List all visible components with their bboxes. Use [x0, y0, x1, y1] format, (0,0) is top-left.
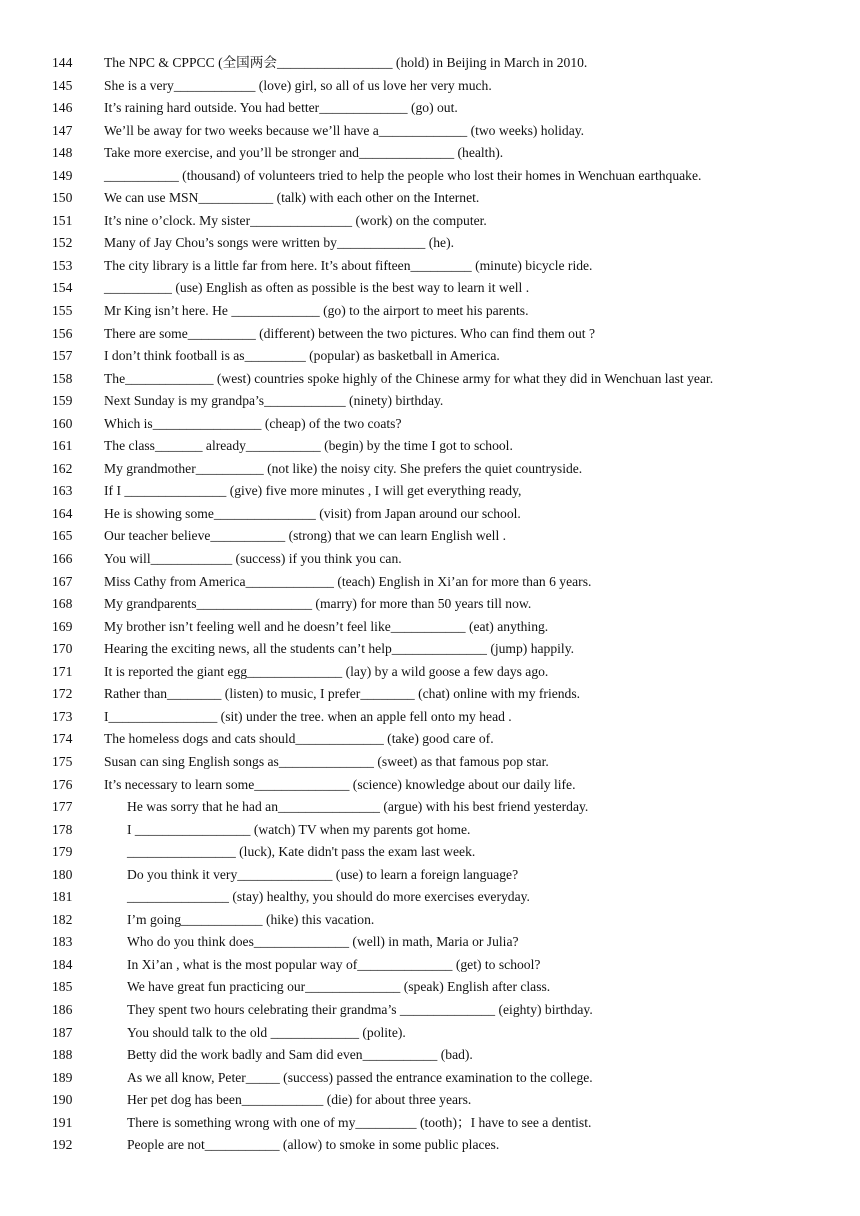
- exercise-item: [0, 976, 860, 999]
- item-number: 144: [52, 55, 73, 70]
- item-sentence: Miss Cathy from America_____________ (teach) English in Xi’an for more than 6 years.: [104, 573, 592, 589]
- exercise-item: [0, 1089, 860, 1112]
- item-number: 185: [52, 979, 73, 995]
- exercise-item: [0, 525, 860, 548]
- item-number: 186: [52, 1001, 73, 1017]
- item-number: 148: [52, 145, 73, 161]
- exercise-item: [0, 458, 860, 481]
- item-number: 159: [52, 393, 73, 409]
- exercise-item: [0, 187, 860, 210]
- item-sentence: The_____________ (west) countries spoke highly of the Chinese army for what they did in Wenchuan last year.: [104, 370, 714, 386]
- item-number: 178: [52, 821, 73, 837]
- exercise-item: [0, 909, 860, 932]
- exercise-item: [0, 97, 860, 120]
- item-sentence: You should talk to the old _____________ (polite).: [127, 1024, 406, 1040]
- exercise-item: [0, 232, 860, 255]
- item-number: 168: [52, 596, 73, 612]
- item-number: 170: [52, 641, 73, 657]
- exercise-item: [0, 323, 860, 346]
- item-sentence: The NPC & CPPCC (全国两会_________________ (hold) in Beijing in March in 2010.: [104, 55, 588, 70]
- item-number: 153: [52, 257, 73, 273]
- exercise-sheet: [0, 52, 860, 1157]
- exercise-item: [0, 886, 860, 909]
- item-number: 145: [52, 77, 73, 93]
- item-sentence: In Xi’an , what is the most popular way of______________ (get) to school?: [127, 956, 541, 972]
- item-number: 167: [52, 573, 73, 589]
- item-number: 180: [52, 866, 73, 882]
- item-number: 184: [52, 956, 73, 972]
- item-number: 191: [52, 1114, 73, 1130]
- exercise-item: [0, 548, 860, 571]
- exercise-item: [0, 751, 860, 774]
- item-sentence: Which is________________ (cheap) of the two coats?: [104, 415, 402, 431]
- item-number: 173: [52, 708, 73, 724]
- exercise-item: [0, 300, 860, 323]
- item-sentence: People are not___________ (allow) to smoke in some public places.: [127, 1137, 500, 1153]
- item-number: 176: [52, 776, 73, 792]
- item-sentence: We can use MSN___________ (talk) with each other on the Internet.: [104, 190, 480, 206]
- item-sentence: We have great fun practicing our______________ (speak) English after class.: [127, 979, 551, 995]
- item-sentence: There are some__________ (different) between the two pictures. Who can find them out ?: [104, 325, 595, 341]
- exercise-item: [0, 210, 860, 233]
- exercise-item: [0, 706, 860, 729]
- item-number: 162: [52, 460, 73, 476]
- item-number: 181: [52, 889, 73, 905]
- exercise-item: [0, 841, 860, 864]
- item-number: 182: [52, 911, 73, 927]
- item-number: 163: [52, 483, 73, 499]
- exercise-item: [0, 435, 860, 458]
- item-sentence: Take more exercise, and you’ll be stronger and______________ (health).: [104, 145, 504, 161]
- exercise-item: [0, 1022, 860, 1045]
- item-sentence: It’s nine o’clock. My sister_______________ (work) on the computer.: [104, 212, 487, 228]
- item-sentence: You will____________ (success) if you think you can.: [104, 551, 402, 567]
- exercise-item: [0, 503, 860, 526]
- item-sentence: There is something wrong with one of my_________ (tooth)；I have to see a dentist.: [127, 1114, 592, 1130]
- item-sentence: It’s raining hard outside. You had better_____________ (go) out.: [104, 100, 458, 116]
- item-sentence: They spent two hours celebrating their grandma’s ______________ (eighty) birthday.: [127, 1001, 593, 1017]
- item-number: 164: [52, 505, 73, 521]
- item-number: 149: [52, 167, 73, 183]
- item-sentence: Betty did the work badly and Sam did even___________ (bad).: [127, 1047, 473, 1063]
- exercise-item: [0, 480, 860, 503]
- exercise-item: [0, 1044, 860, 1067]
- item-number: 160: [52, 415, 73, 431]
- item-number: 154: [52, 280, 73, 296]
- item-sentence: I _________________ (watch) TV when my parents got home.: [127, 821, 471, 837]
- item-sentence: He was sorry that he had an_______________ (argue) with his best friend yesterday.: [127, 799, 589, 815]
- exercise-item: [0, 796, 860, 819]
- item-sentence: _______________ (stay) healthy, you should do more exercises everyday.: [127, 889, 530, 905]
- exercise-item: [0, 390, 860, 413]
- item-sentence: My grandmother__________ (not like) the noisy city. She prefers the quiet countryside.: [104, 460, 583, 476]
- exercise-item: [0, 345, 860, 368]
- item-number: 175: [52, 753, 73, 769]
- exercise-item: [0, 819, 860, 842]
- item-sentence: Susan can sing English songs as______________ (sweet) as that famous pop star.: [104, 753, 549, 769]
- exercise-item: [0, 593, 860, 616]
- item-sentence: I’m going____________ (hike) this vacation.: [127, 911, 375, 927]
- exercise-item: [0, 931, 860, 954]
- item-sentence: It is reported the giant egg______________ (lay) by a wild goose a few days ago.: [104, 663, 549, 679]
- exercise-item: [0, 120, 860, 143]
- item-number: 147: [52, 122, 73, 138]
- exercise-item: [0, 413, 860, 436]
- item-number: 150: [52, 190, 73, 206]
- exercise-item: [0, 1112, 860, 1135]
- item-number: 161: [52, 438, 73, 454]
- item-sentence: Mr King isn’t here. He _____________ (go) to the airport to meet his parents.: [104, 303, 529, 319]
- exercise-item: [0, 75, 860, 98]
- item-sentence: As we all know, Peter_____ (success) passed the entrance examination to the college.: [127, 1069, 593, 1085]
- item-number: 158: [52, 370, 73, 386]
- item-number: 165: [52, 528, 73, 544]
- item-number: 179: [52, 844, 73, 860]
- item-sentence: ___________ (thousand) of volunteers tried to help the people who lost their homes in Wenchuan earthquake.: [104, 167, 702, 183]
- exercise-item: [0, 277, 860, 300]
- item-sentence: The homeless dogs and cats should_____________ (take) good care of.: [104, 731, 494, 747]
- item-sentence: Many of Jay Chou’s songs were written by_____________ (he).: [104, 235, 454, 251]
- item-number: 190: [52, 1092, 73, 1108]
- item-sentence: Do you think it very______________ (use) to learn a foreign language?: [127, 866, 519, 882]
- item-sentence: Rather than________ (listen) to music, I prefer________ (chat) online with my friends.: [104, 686, 581, 702]
- item-number: 152: [52, 235, 73, 251]
- item-number: 169: [52, 618, 73, 634]
- item-number: 177: [52, 799, 73, 815]
- item-number: 171: [52, 663, 73, 679]
- exercise-item: [0, 638, 860, 661]
- item-sentence: __________ (use) English as often as possible is the best way to learn it well .: [104, 280, 530, 296]
- item-sentence: He is showing some_______________ (visit) from Japan around our school.: [104, 505, 521, 521]
- exercise-item: [0, 728, 860, 751]
- exercise-item: [0, 142, 860, 165]
- exercise-item: [0, 864, 860, 887]
- item-sentence: I don’t think football is as_________ (popular) as basketball in America.: [104, 348, 500, 364]
- item-sentence: We’ll be away for two weeks because we’ll have a_____________ (two weeks) holiday.: [104, 122, 585, 138]
- item-sentence: Our teacher believe___________ (strong) that we can learn English well .: [104, 528, 507, 544]
- item-sentence: My brother isn’t feeling well and he doesn’t feel like___________ (eat) anything.: [104, 618, 549, 634]
- exercise-item: [0, 165, 860, 188]
- exercise-item: [0, 1134, 860, 1157]
- item-sentence: My grandparents_________________ (marry) for more than 50 years till now.: [104, 596, 532, 612]
- item-number: 189: [52, 1069, 73, 1085]
- item-number: 151: [52, 212, 73, 228]
- item-sentence: It’s necessary to learn some______________ (science) knowledge about our daily life.: [104, 776, 576, 792]
- item-number: 183: [52, 934, 73, 950]
- item-number: 188: [52, 1047, 73, 1063]
- item-number: 166: [52, 551, 73, 567]
- exercise-item: [0, 368, 860, 391]
- exercise-item: [0, 52, 860, 75]
- exercise-item: [0, 661, 860, 684]
- item-sentence: The class_______ already___________ (begin) by the time I got to school.: [104, 438, 513, 454]
- item-number: 157: [52, 348, 73, 364]
- item-sentence: ________________ (luck), Kate didn't pass the exam last week.: [127, 844, 476, 860]
- exercise-item: [0, 571, 860, 594]
- item-number: 155: [52, 303, 73, 319]
- item-number: 187: [52, 1024, 73, 1040]
- exercise-item: [0, 255, 860, 278]
- exercise-item: [0, 683, 860, 706]
- item-number: 192: [52, 1137, 73, 1153]
- item-sentence: Her pet dog has been____________ (die) for about three years.: [127, 1092, 472, 1108]
- item-number: 172: [52, 686, 73, 702]
- item-number: 174: [52, 731, 73, 747]
- exercise-item: [0, 774, 860, 797]
- item-sentence: Who do you think does______________ (well) in math, Maria or Julia?: [127, 934, 519, 950]
- item-sentence: I________________ (sit) under the tree. when an apple fell onto my head .: [104, 708, 512, 724]
- item-number: 146: [52, 100, 73, 116]
- item-sentence: She is a very____________ (love) girl, so all of us love her very much.: [104, 77, 492, 93]
- exercise-item: [0, 616, 860, 639]
- exercise-item: [0, 954, 860, 977]
- exercise-item: [0, 1067, 860, 1090]
- item-sentence: Next Sunday is my grandpa’s____________ (ninety) birthday.: [104, 393, 444, 409]
- item-sentence: Hearing the exciting news, all the students can’t help______________ (jump) happily.: [104, 641, 575, 657]
- exercise-item: [0, 999, 860, 1022]
- item-sentence: If I _______________ (give) five more minutes , I will get everything ready,: [104, 483, 522, 499]
- item-sentence: The city library is a little far from here. It’s about fifteen_________ (minute) bicycle ride.: [104, 257, 593, 273]
- item-number: 156: [52, 325, 73, 341]
